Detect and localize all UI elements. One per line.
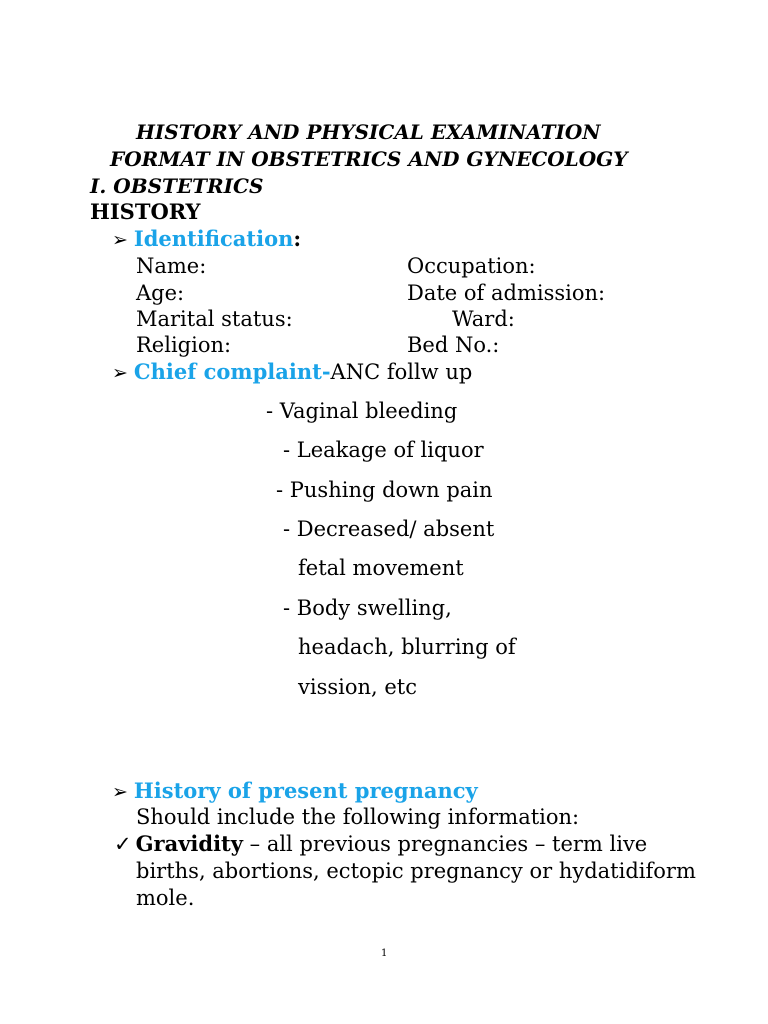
field-date-of-admission: Date of admission:: [407, 281, 606, 305]
field-occupation: Occupation:: [407, 254, 536, 278]
page-number: 1: [381, 948, 388, 959]
section-heading: I. OBSTETRICS: [90, 174, 264, 198]
chief-complaint-heading: [112, 359, 472, 386]
gravidity-line-3: mole.: [136, 886, 195, 910]
gravidity-text: – all previous pregnancies – term live: [242, 832, 648, 856]
checkmark-icon: ✓: [114, 832, 132, 856]
arrow-bullet-icon: ➢: [112, 229, 128, 251]
complaint-item: - Leakage of liquor: [283, 438, 484, 462]
complaint-item: fetal movement: [298, 556, 464, 580]
complaint-item: - Body swelling,: [283, 596, 452, 620]
field-bed-no: Bed No.:: [407, 333, 500, 357]
subsection-heading: HISTORY: [90, 199, 201, 224]
complaint-item: vission, etc: [298, 675, 417, 699]
present-pregnancy-heading: [112, 778, 478, 805]
chief-complaint-first: ANC follw up: [330, 360, 473, 384]
complaint-item: headach, blurring of: [298, 635, 516, 659]
field-ward: Ward:: [452, 307, 515, 331]
gravidity-term: Gravidity: [135, 831, 243, 856]
identification-heading: [112, 226, 301, 253]
identification-colon: :: [293, 226, 302, 251]
doc-title-line-1: HISTORY AND PHYSICAL EXAMINATION: [136, 120, 601, 144]
present-pregnancy-intro: Should include the following information:: [136, 805, 580, 829]
arrow-bullet-icon: ➢: [112, 362, 128, 384]
chief-complaint-label: Chief complaint-: [133, 359, 331, 384]
field-marital-status: Marital status:: [136, 307, 293, 331]
arrow-bullet-icon: ➢: [112, 781, 128, 803]
gravidity-line-2: births, abortions, ectopic pregnancy or hydatidiform: [136, 859, 696, 883]
complaint-item: - Vaginal bleeding: [266, 399, 458, 423]
field-age: Age:: [136, 281, 185, 305]
present-pregnancy-label: History of present pregnancy: [133, 778, 478, 803]
complaint-item: - Decreased/ absent: [283, 517, 495, 541]
complaint-item: - Pushing down pain: [276, 478, 493, 502]
field-religion: Religion:: [136, 333, 232, 357]
doc-title-line-2: FORMAT IN OBSTETRICS AND GYNECOLOGY: [110, 147, 628, 171]
gravidity-line-1: [114, 831, 647, 857]
field-name: Name:: [136, 254, 207, 278]
identification-label: Identification: [133, 226, 294, 251]
